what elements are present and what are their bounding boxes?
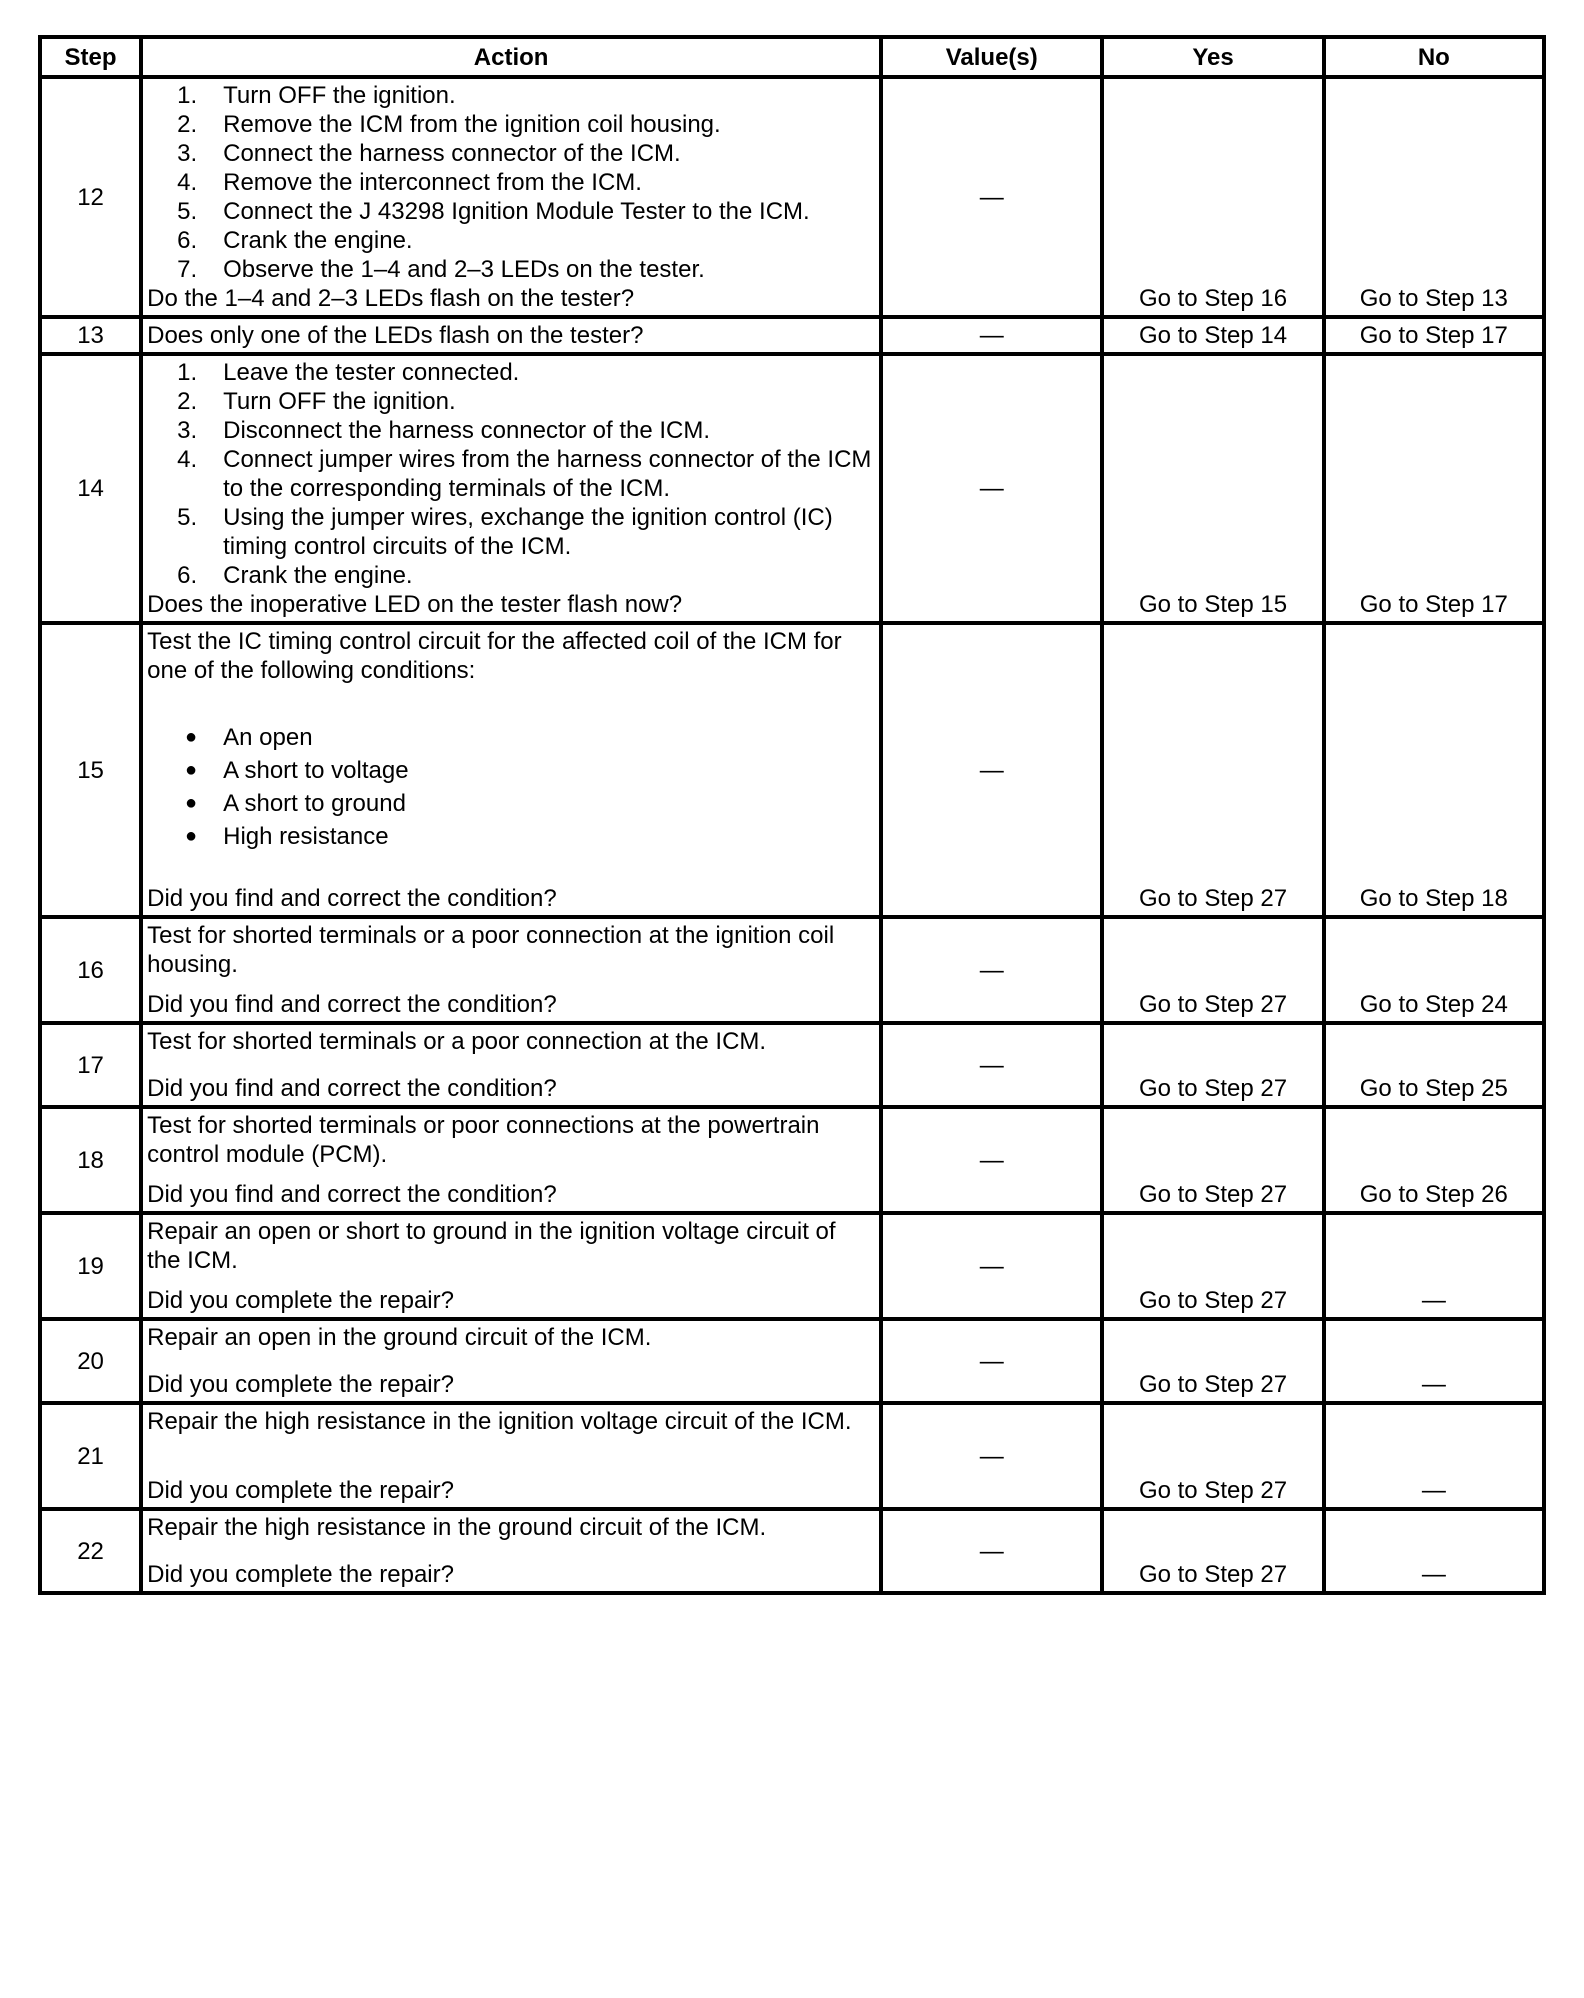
step-item-text: Crank the engine. (223, 227, 413, 254)
yes-cell: Go to Step 14 (1102, 317, 1323, 354)
table-row (40, 1509, 1544, 1593)
step-item-number: 2. (177, 388, 198, 415)
yes-cell: Go to Step 16 (1102, 77, 1323, 317)
step-item-text: Connect the J 43298 Ignition Module Tester to the ICM. (223, 198, 810, 225)
step-number: 17 (40, 1023, 141, 1107)
step-item-number: 3. (177, 417, 198, 444)
step-item-text: Connect jumper wires from the harness connector of the ICM to the corresponding terminals of the ICM. (223, 446, 872, 502)
step-item-text: Remove the ICM from the ignition coil housing. (223, 111, 721, 138)
no-cell: Go to Step 13 (1324, 77, 1544, 317)
step-item (147, 255, 875, 284)
action-content (147, 1513, 875, 1589)
bullet-icon: ● (185, 792, 198, 814)
table-row (40, 77, 1544, 317)
value-cell: — (881, 317, 1102, 354)
step-number: 12 (40, 77, 141, 317)
table-row (40, 917, 1544, 1023)
table-row (40, 1319, 1544, 1403)
step-item (147, 358, 875, 387)
step-item-number: 4. (177, 169, 198, 196)
action-question: Did you complete the repair? (147, 1477, 454, 1504)
action-cell (141, 1509, 881, 1593)
condition-text: A short to voltage (223, 757, 409, 784)
step-number: 22 (40, 1509, 141, 1593)
value-cell: — (881, 1107, 1102, 1213)
step-item-number: 3. (177, 140, 198, 167)
step-item (147, 226, 875, 255)
action-top (147, 1513, 875, 1542)
action-content (147, 1111, 875, 1209)
action-instruction: Repair the high resistance in the ignition voltage circuit of the ICM. (147, 1408, 852, 1435)
step-item (147, 561, 875, 590)
condition-text: An open (223, 724, 313, 751)
action-question: Does only one of the LEDs flash on the tester? (147, 322, 644, 349)
header-no: No (1324, 37, 1544, 77)
step-item-number: 5. (177, 504, 198, 531)
table-row (40, 1403, 1544, 1509)
header-action: Action (141, 37, 881, 77)
action-top (147, 358, 875, 590)
step-item-number: 1. (177, 359, 198, 386)
step-item-text: Disconnect the harness connector of the ICM. (223, 417, 711, 444)
action-content (147, 1027, 875, 1103)
step-item-number: 6. (177, 227, 198, 254)
step-item-text: Turn OFF the ignition. (223, 82, 456, 109)
action-instruction: Test for shorted terminals or a poor connection at the ICM. (147, 1028, 767, 1055)
action-instruction: Repair an open or short to ground in the ignition voltage circuit of the ICM. (147, 1218, 836, 1274)
condition-text: A short to ground (223, 790, 406, 817)
condition-item (147, 787, 875, 820)
condition-item (147, 721, 875, 754)
condition-list (147, 721, 875, 853)
step-item-number: 6. (177, 562, 198, 589)
step-item-number: 4. (177, 446, 198, 473)
step-item-number: 7. (177, 256, 198, 283)
table-row (40, 354, 1544, 623)
step-item-text: Remove the interconnect from the ICM. (223, 169, 642, 196)
value-cell: — (881, 623, 1102, 917)
action-top (147, 1111, 875, 1169)
action-content (147, 1323, 875, 1399)
action-content (147, 358, 875, 619)
action-question: Did you find and correct the condition? (147, 885, 557, 912)
step-item-text: Using the jumper wires, exchange the ignition control (IC) timing control circuits of the ICM. (223, 504, 833, 560)
yes-cell: Go to Step 27 (1102, 1213, 1323, 1319)
value-cell: — (881, 1023, 1102, 1107)
header-yes: Yes (1102, 37, 1323, 77)
action-cell (141, 1023, 881, 1107)
step-number: 19 (40, 1213, 141, 1319)
action-question: Did you complete the repair? (147, 1371, 454, 1398)
action-cell (141, 917, 881, 1023)
yes-cell: Go to Step 15 (1102, 354, 1323, 623)
step-item-number: 5. (177, 198, 198, 225)
yes-cell: Go to Step 27 (1102, 1403, 1323, 1509)
step-item-text: Connect the harness connector of the ICM. (223, 140, 681, 167)
condition-item (147, 754, 875, 787)
no-cell: Go to Step 24 (1324, 917, 1544, 1023)
step-item-text: Turn OFF the ignition. (223, 388, 456, 415)
action-question: Did you find and correct the condition? (147, 991, 557, 1018)
bullet-icon: ● (185, 726, 198, 748)
bullet-icon: ● (185, 825, 198, 847)
step-number: 21 (40, 1403, 141, 1509)
value-cell: — (881, 1213, 1102, 1319)
step-item-text: Observe the 1–4 and 2–3 LEDs on the tester. (223, 256, 705, 283)
value-cell: — (881, 917, 1102, 1023)
action-instruction: Test for shorted terminals or poor connections at the powertrain control module (PCM). (147, 1112, 820, 1168)
action-content (147, 921, 875, 1019)
action-instruction: Repair an open in the ground circuit of the ICM. (147, 1324, 652, 1351)
action-content (147, 81, 875, 313)
action-content (147, 1217, 875, 1315)
condition-text: High resistance (223, 823, 389, 850)
action-content (147, 321, 875, 350)
step-item (147, 81, 875, 110)
value-cell: — (881, 1319, 1102, 1403)
no-cell: — (1324, 1403, 1544, 1509)
action-instruction: Test for shorted terminals or a poor connection at the ignition coil housing. (147, 922, 835, 978)
step-number: 16 (40, 917, 141, 1023)
step-item-number: 1. (177, 82, 198, 109)
no-cell: — (1324, 1319, 1544, 1403)
value-cell: — (881, 354, 1102, 623)
step-item-number: 2. (177, 111, 198, 138)
no-cell: — (1324, 1509, 1544, 1593)
no-cell: — (1324, 1213, 1544, 1319)
step-item (147, 503, 875, 561)
action-top (147, 1407, 875, 1436)
action-question: Does the inoperative LED on the tester flash now? (147, 591, 683, 618)
no-cell: Go to Step 17 (1324, 354, 1544, 623)
no-cell: Go to Step 17 (1324, 317, 1544, 354)
value-cell: — (881, 1509, 1102, 1593)
condition-item (147, 820, 875, 853)
yes-cell: Go to Step 27 (1102, 1509, 1323, 1593)
numbered-steps (147, 358, 875, 590)
bullet-icon: ● (185, 759, 198, 781)
action-instruction: Repair the high resistance in the ground circuit of the ICM. (147, 1514, 767, 1541)
action-top (147, 921, 875, 979)
action-question: Did you find and correct the condition? (147, 1075, 557, 1102)
diagnostic-table-page (38, 35, 1546, 1595)
header-step: Step (40, 37, 141, 77)
header-row (40, 37, 1544, 77)
step-number: 15 (40, 623, 141, 917)
action-instruction: Test the IC timing control circuit for the affected coil of the ICM for one of the following conditions: (147, 628, 842, 684)
table-row (40, 1213, 1544, 1319)
action-cell (141, 354, 881, 623)
numbered-steps (147, 81, 875, 284)
step-item (147, 197, 875, 226)
table-row (40, 1107, 1544, 1213)
yes-cell: Go to Step 27 (1102, 1319, 1323, 1403)
action-content (147, 627, 875, 913)
action-top (147, 1027, 875, 1056)
step-item (147, 445, 875, 503)
no-cell: Go to Step 18 (1324, 623, 1544, 917)
action-question: Did you complete the repair? (147, 1561, 454, 1588)
action-question: Did you find and correct the condition? (147, 1181, 557, 1208)
step-item (147, 416, 875, 445)
value-cell: — (881, 1403, 1102, 1509)
yes-cell: Go to Step 27 (1102, 917, 1323, 1023)
diagnostic-table (38, 35, 1546, 1595)
action-top (147, 81, 875, 284)
yes-cell: Go to Step 27 (1102, 1107, 1323, 1213)
step-item (147, 139, 875, 168)
table-row (40, 1023, 1544, 1107)
action-content (147, 1407, 875, 1505)
action-cell (141, 77, 881, 317)
action-top (147, 1323, 875, 1352)
step-item-text: Crank the engine. (223, 562, 413, 589)
action-cell (141, 1107, 881, 1213)
no-cell: Go to Step 26 (1324, 1107, 1544, 1213)
step-item-text: Leave the tester connected. (223, 359, 520, 386)
table-row (40, 317, 1544, 354)
step-number: 13 (40, 317, 141, 354)
step-number: 14 (40, 354, 141, 623)
action-cell (141, 623, 881, 917)
step-item (147, 110, 875, 139)
action-cell (141, 1213, 881, 1319)
action-cell (141, 317, 881, 354)
yes-cell: Go to Step 27 (1102, 623, 1323, 917)
step-number: 18 (40, 1107, 141, 1213)
step-item (147, 387, 875, 416)
header-values: Value(s) (881, 37, 1102, 77)
table-row (40, 623, 1544, 917)
action-cell (141, 1403, 881, 1509)
step-item (147, 168, 875, 197)
step-number: 20 (40, 1319, 141, 1403)
value-cell: — (881, 77, 1102, 317)
yes-cell: Go to Step 27 (1102, 1023, 1323, 1107)
action-cell (141, 1319, 881, 1403)
no-cell: Go to Step 25 (1324, 1023, 1544, 1107)
action-question: Did you complete the repair? (147, 1287, 454, 1314)
action-top (147, 1217, 875, 1275)
action-question: Do the 1–4 and 2–3 LEDs flash on the tester? (147, 285, 635, 312)
action-top (147, 627, 875, 853)
